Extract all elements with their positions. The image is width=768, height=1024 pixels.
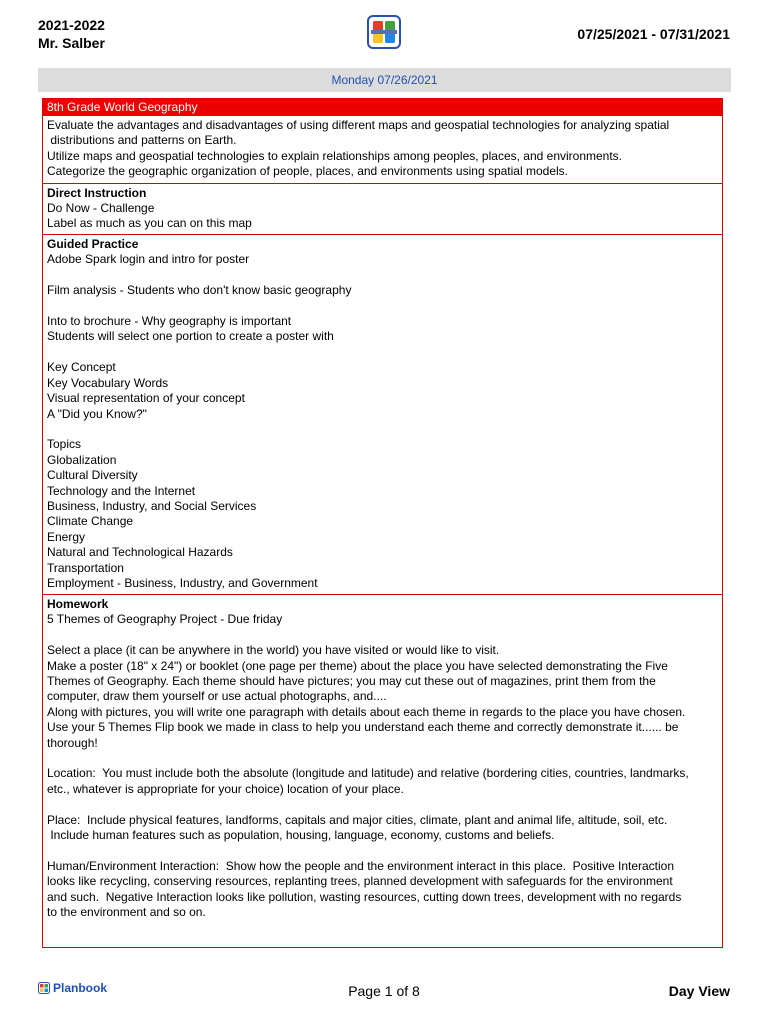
guided-practice-section xyxy=(43,235,722,595)
section-body: 5 Themes of Geography Project - Due friday Select a place (it can be anywhere in the world) you have visited or would like to visit. Make a poster (18" x 24") or booklet (one page per theme) about the place you have selected demonstrating the Five Themes of Geography. Each theme should have pictures; you may cut these out of magazines, print them from the computer, draw them yourself or use actual photographs, and.... Along with pictures, you will write one paragraph with details about each theme in regards to the place you have chosen. Use your 5 Themes Flip book we made in class to help you understand each theme and correctly demonstrate it...... be thorough! Location: You must include both the absolute (longitude and latitude) and relative (bordering cities, countries, landmarks, etc., whatever is appropriate for your choice) location of your place. Place: Include physical features, landforms, capitals and major cities, climate, plant and animal life, altitude, soil, etc. Include human features such as population, housing, language, economy, customs and beliefs. Human/Environment Interaction: Show how the people and the environment interact in this place. Positive Interaction looks like recycling, conserving resources, replanting trees, planned development with safeguards for the environment and such. Negative Interaction looks like pollution, wasting resources, cutting down trees, development with no regards to the environment and so on. xyxy=(47,612,689,920)
section-body: Adobe Spark login and intro for poster Film analysis - Students who don't know basic geography Into to brochure - Why geography is important Students will select one portion to create a poster with Key Concept Key Vocabulary Words Visual representation of your concept A "Did you Know?" Topics Globalization Cultural Diversity Technology and the Internet Business, Industry, and Social Services Climate Change Energy Natural and Technological Hazards Transportation Employment - Business, Industry, and Government xyxy=(47,252,352,590)
brand-label: Planbook xyxy=(53,981,108,995)
planbook-logo-icon xyxy=(367,15,401,49)
page-header xyxy=(0,0,768,66)
lesson-plan xyxy=(42,98,723,948)
standards-text: Evaluate the advantages and disadvantages of using different maps and geospatial technologies for analyzing spatial distributions and patterns on Earth. Utilize maps and geospatial technologies to explain relationships among peoples, places, and environments. Categorize the geographic organization of people, places, and environments using spatial models. xyxy=(47,118,670,179)
class-title[interactable]: 8th Grade World Geography xyxy=(43,99,722,116)
section-title: Homework xyxy=(47,597,109,612)
day-heading: Monday 07/26/2021 xyxy=(38,68,731,92)
section-body: Do Now - Challenge Label as much as you can on this map xyxy=(47,200,252,231)
view-mode-label: Day View xyxy=(668,983,730,999)
homework-section xyxy=(43,595,722,923)
school-year: 2021-2022 xyxy=(38,17,105,33)
page-number: Page 1 of 8 xyxy=(348,983,420,999)
section-title: Guided Practice xyxy=(47,237,139,252)
section-title: Direct Instruction xyxy=(47,185,147,200)
direct-instruction-section xyxy=(43,184,722,236)
standards-section xyxy=(43,116,722,184)
teacher-name: Mr. Salber xyxy=(38,35,105,51)
page-footer xyxy=(0,975,768,1005)
header-left xyxy=(38,16,105,52)
date-range: 07/25/2021 - 07/31/2021 xyxy=(577,26,730,42)
